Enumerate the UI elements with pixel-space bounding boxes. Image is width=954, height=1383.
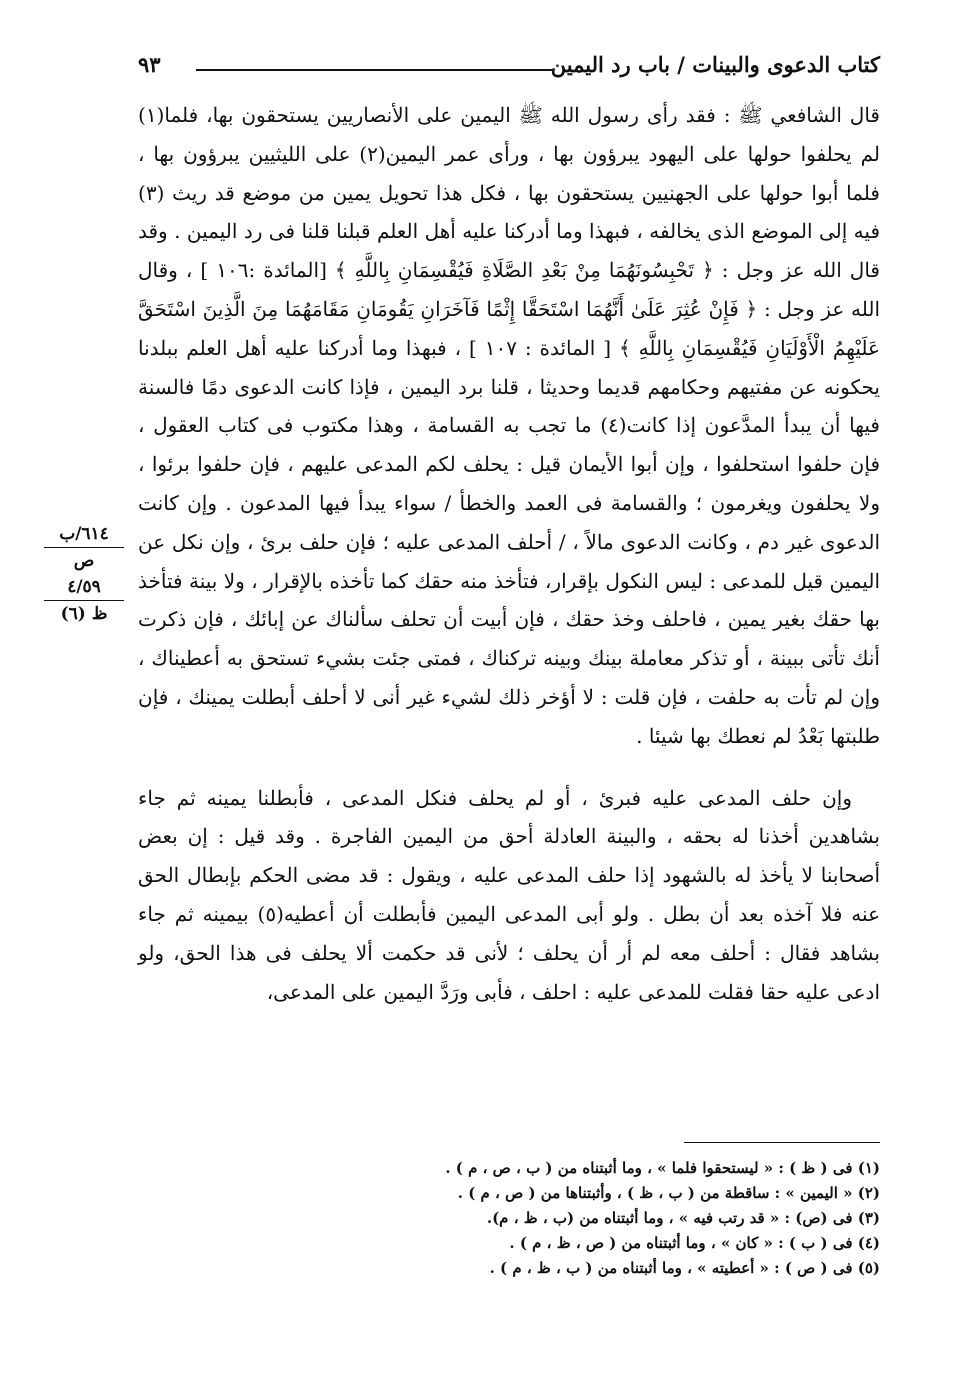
footnote: (٢) « اليمين » : ساقطة من ( ب ، ظ ) ، وأثبتناها من ( ص ، م ) . <box>457 1184 880 1202</box>
page-header <box>138 52 880 86</box>
margin-note: ٦١٤/ب <box>44 521 124 548</box>
margin-note: ظ (٦) <box>60 604 108 624</box>
paragraph: قال الشافعي ﷺ : فقد رأى رسول الله ﷺ اليمين على الأنصاريين يستحقون بها، فلما(١) لم يحلفوا حولها على اليهود يبرؤون بها ، ورأى عمر اليمين(٢) على الليثيين يبرؤون بها ، فلما أبوا حولها على الجهنيين يستحقون بها ، فكل هذا تحويل يمين من موضع قد ريث (٣) فيه إلى الموضع الذى يخالفه ، فبهذا وما أدركنا عليه أهل العلم قبلنا قلنا فى رد اليمين . وقد قال الله عز وجل : ﴿ تَحْبِسُونَهُمَا مِنْ بَعْدِ الصَّلَاةِ فَيُقْسِمَانِ بِاللَّهِ ﴾ [المائدة :١٠٦ ] ، وقال الله عز وجل : ﴿ فَإِنْ عُثِرَ عَلَىٰ أَنَّهُمَا اسْتَحَقَّا إِثْمًا فَآخَرَانِ يَقُومَانِ مَقَامَهُمَا مِنَ الَّذِينَ اسْتَحَقَّ عَلَيْهِمُ الْأَوْلَيَانِ فَيُقْسِمَانِ بِاللَّهِ ﴾ [ المائدة : ١٠٧ ] ، فبهذا وما أدركنا عليه أهل العلم ببلدنا يحكونه عن مفتيهم وحكامهم قديما وحديثا ، قلنا برد اليمين ، فإذا كانت الدعوى دمًا فالسنة فيها أن يبدأ المدَّعون إذا كانت(٤) ما تجب به القسامة ، وهذا مكتوب فى كتاب العقول ، فإن حلفوا استحلفوا ، وإن أبوا الأيمان قيل : يحلف لكم المدعى عليهم ، فإن حلفوا برئوا ، ولا يحلفون ويغرمون ؛ والقسامة فى العمد والخطأ / سواء يبدأ فيها المدعون . وإن كانت الدعوى غير دم ، وكانت الدعوى مالاً ، / أحلف المدعى عليه ؛ فإن حلف برئ ، وإن نكل عن اليمين قيل للمدعى : ليس النكول بإقرار، فتأخذ منه حقك كما تأخذه بالإقرار ، ولا بينة فتأخذ بها حقك بغير يمين ، فاحلف وخذ حقك ، فإن أبيت أن تحلف سألناك عن إبائك ، فإن ذكرت أنك تأتى ببينة ، أو تذكر معاملة بينك وبينه تركناك ، فمتى جئت بشيء تستحق به أعطيناك ، وإن لم تأت به حلفت ، فإن قلت : لا أؤخر ذلك لشيء غير أنى لا أحلف أبطلت يمينك ، فإن طلبتها بَعْدُ لم نعطك بها شيئا . <box>138 103 880 748</box>
footnotes <box>320 1156 880 1281</box>
footnote-rule <box>684 1142 880 1143</box>
page-number: ٩٣ <box>138 52 161 77</box>
body-text <box>138 96 880 1011</box>
margin-note: ٤/٥٩ <box>44 574 124 601</box>
footnote: (٣) فى (ص) : « قد رتب فيه » ، وما أثبتناه من (ب ، ظ ، م). <box>486 1209 880 1227</box>
footnote: (٤) فى ( ب ) : « كان » ، وما أثبتناه من ( ص ، ظ ، م ) . <box>509 1234 880 1252</box>
header-rule <box>196 69 554 71</box>
running-title: كتاب الدعوى والبينات / باب رد اليمين <box>550 52 880 77</box>
margin-note: ص <box>73 551 95 571</box>
footnote: (١) فى ( ظ ) : « ليستحقوا فلما » ، وما أثبتناه من ( ب ، ص ، م ) . <box>445 1159 880 1177</box>
paragraph: وإن حلف المدعى عليه فبرئ ، أو لم يحلف فنكل المدعى ، فأبطلنا يمينه ثم جاء بشاهدين أخذنا له بحقه ، والبينة العادلة أحق من اليمين الفاجرة . وقد قيل : إن بعض أصحابنا لا يأخذ له بالشهود إذا حلف المدعى عليه ، ويقول : قد مضى الحكم بإبطال الحق عنه فلا آخذه بعد أن بطل . ولو أبى المدعى اليمين فأبطلت أن أعطيه(٥) بيمينه ثم جاء بشاهد فقال : أحلف معه لم أر أن يحلف ؛ لأنى قد حكمت ألا يحلف فى هذا الحق، ولو ادعى عليه حقا فقلت للمدعى عليه : احلف ، فأبى ورَدَّ اليمين على المدعى، <box>138 785 881 1004</box>
margin-notes <box>44 521 124 627</box>
footnote: (٥) فى ( ص ) : « أعطيته » ، وما أثبتناه من ( ب ، ظ ، م ) . <box>489 1259 880 1277</box>
